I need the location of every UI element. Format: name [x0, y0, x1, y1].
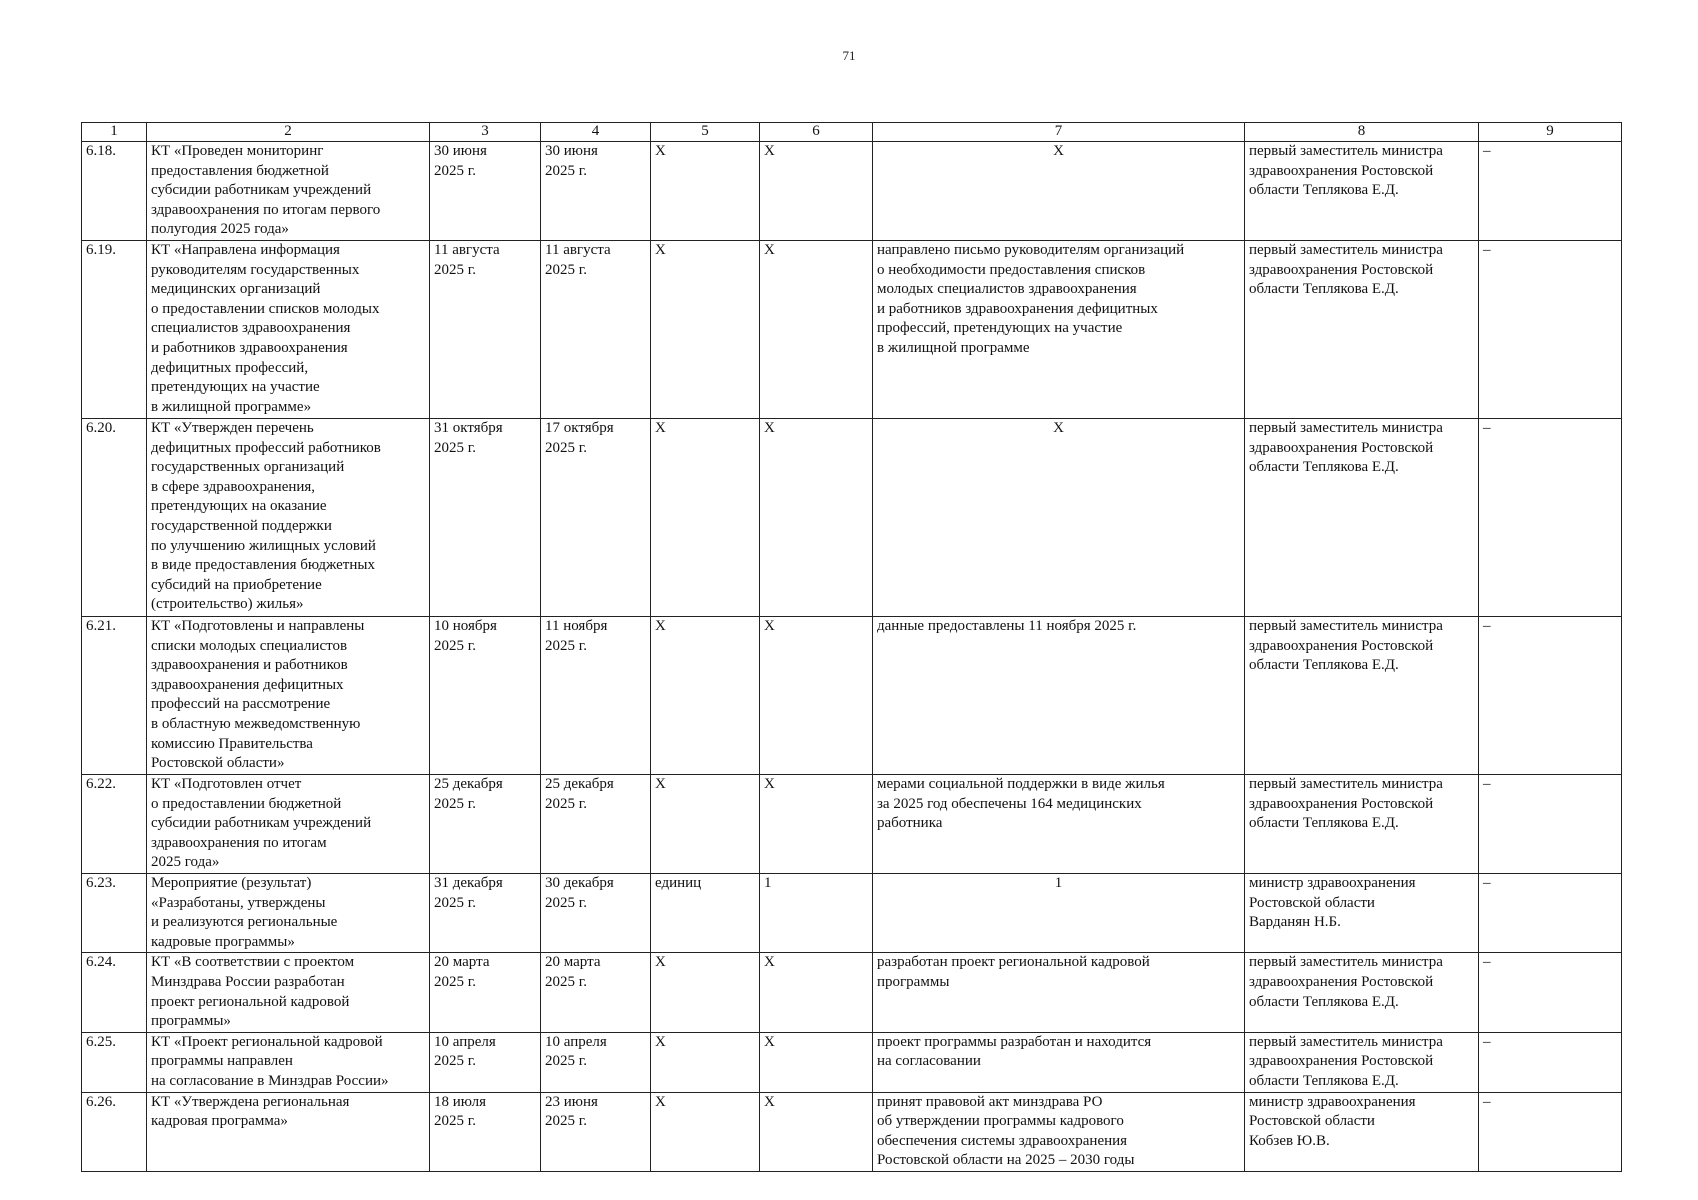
note-cell: –: [1479, 1092, 1622, 1171]
unit-cell: Х: [651, 953, 760, 1032]
col-header-5: 5: [651, 123, 760, 142]
report-table: [81, 122, 1622, 1172]
status-text: мерами социальной поддержки в виде жилья за 2025 год обеспечены 164 медицинских работника: [873, 775, 1245, 874]
value-cell: Х: [760, 241, 873, 419]
planned-date: 31 октября 2025 г.: [430, 419, 541, 617]
note-cell: –: [1479, 241, 1622, 419]
responsible-person: первый заместитель министра здравоохранения Ростовской области Теплякова Е.Д.: [1245, 617, 1479, 775]
note-cell: –: [1479, 142, 1622, 241]
task-name: КТ «Утвержден перечень дефицитных профессий работников государственных организаций в сфере здравоохранения, претендующих на оказание государственной поддержки по улучшению жилищных условий в виде предоставления бюджетных субсидий на приобретение (строительство) жилья»: [147, 419, 430, 617]
table-row: [82, 775, 1622, 874]
task-name: КТ «В соответствии с проектом Минздрава России разработан проект региональной кадровой программы»: [147, 953, 430, 1032]
actual-date: 20 марта 2025 г.: [541, 953, 651, 1032]
value-cell: Х: [760, 419, 873, 617]
value-cell: Х: [760, 617, 873, 775]
row-number: 6.18.: [82, 142, 147, 241]
status-text: данные предоставлены 11 ноября 2025 г.: [873, 617, 1245, 775]
unit-cell: Х: [651, 1092, 760, 1171]
col-header-1: 1: [82, 123, 147, 142]
col-header-9: 9: [1479, 123, 1622, 142]
col-header-3: 3: [430, 123, 541, 142]
col-header-2: 2: [147, 123, 430, 142]
responsible-person: министр здравоохранения Ростовской области Кобзев Ю.В.: [1245, 1092, 1479, 1171]
responsible-person: первый заместитель министра здравоохранения Ростовской области Теплякова Е.Д.: [1245, 241, 1479, 419]
actual-date: 17 октября 2025 г.: [541, 419, 651, 617]
table-row: [82, 1092, 1622, 1171]
status-text: принят правовой акт минздрава РО об утверждении программы кадрового обеспечения системы здравоохранения Ростовской области на 2025 – 2030 годы: [873, 1092, 1245, 1171]
col-header-6: 6: [760, 123, 873, 142]
value-cell: 1: [760, 874, 873, 953]
col-header-8: 8: [1245, 123, 1479, 142]
responsible-person: министр здравоохранения Ростовской области Варданян Н.Б.: [1245, 874, 1479, 953]
task-name: КТ «Подготовлены и направлены списки молодых специалистов здравоохранения и работников здравоохранения дефицитных профессий на рассмотрение в областную межведомственную комиссию Правительства Ростовской области»: [147, 617, 430, 775]
task-name: КТ «Утверждена региональная кадровая программа»: [147, 1092, 430, 1171]
actual-date: 11 августа 2025 г.: [541, 241, 651, 419]
table-row: [82, 241, 1622, 419]
table-row: [82, 617, 1622, 775]
status-text: направлено письмо руководителям организаций о необходимости предоставления списков молодых специалистов здравоохранения и работников здравоохранения дефицитных профессий, претендующих на участие в жилищной программе: [873, 241, 1245, 419]
note-cell: –: [1479, 617, 1622, 775]
status-text: проект программы разработан и находится на согласовании: [873, 1032, 1245, 1092]
actual-date: 10 апреля 2025 г.: [541, 1032, 651, 1092]
row-number: 6.21.: [82, 617, 147, 775]
note-cell: –: [1479, 953, 1622, 1032]
unit-cell: Х: [651, 1032, 760, 1092]
actual-date: 23 июня 2025 г.: [541, 1092, 651, 1171]
unit-cell: Х: [651, 775, 760, 874]
status-text: Х: [873, 142, 1245, 241]
responsible-person: первый заместитель министра здравоохранения Ростовской области Теплякова Е.Д.: [1245, 953, 1479, 1032]
actual-date: 11 ноября 2025 г.: [541, 617, 651, 775]
table-row: [82, 142, 1622, 241]
note-cell: –: [1479, 775, 1622, 874]
status-text: разработан проект региональной кадровой программы: [873, 953, 1245, 1032]
value-cell: Х: [760, 953, 873, 1032]
row-number: 6.24.: [82, 953, 147, 1032]
planned-date: 11 августа 2025 г.: [430, 241, 541, 419]
responsible-person: первый заместитель министра здравоохранения Ростовской области Теплякова Е.Д.: [1245, 142, 1479, 241]
value-cell: Х: [760, 1092, 873, 1171]
planned-date: 30 июня 2025 г.: [430, 142, 541, 241]
table-row: [82, 419, 1622, 617]
responsible-person: первый заместитель министра здравоохранения Ростовской области Теплякова Е.Д.: [1245, 775, 1479, 874]
note-cell: –: [1479, 1032, 1622, 1092]
row-number: 6.20.: [82, 419, 147, 617]
task-name: КТ «Направлена информация руководителям государственных медицинских организаций о предоставлении списков молодых специалистов здравоохранения и работников здравоохранения дефицитных профессий, претендующих на участие в жилищной программе»: [147, 241, 430, 419]
column-number-row: [82, 123, 1622, 142]
task-name: Мероприятие (результат) «Разработаны, утверждены и реализуются региональные кадровые программы»: [147, 874, 430, 953]
value-cell: Х: [760, 142, 873, 241]
unit-cell: единиц: [651, 874, 760, 953]
unit-cell: Х: [651, 241, 760, 419]
unit-cell: Х: [651, 617, 760, 775]
row-number: 6.25.: [82, 1032, 147, 1092]
task-name: КТ «Проект региональной кадровой программы направлен на согласование в Минздрав России»: [147, 1032, 430, 1092]
col-header-7: 7: [873, 123, 1245, 142]
planned-date: 10 апреля 2025 г.: [430, 1032, 541, 1092]
note-cell: –: [1479, 419, 1622, 617]
actual-date: 25 декабря 2025 г.: [541, 775, 651, 874]
planned-date: 25 декабря 2025 г.: [430, 775, 541, 874]
task-name: КТ «Проведен мониторинг предоставления бюджетной субсидии работникам учреждений здравоохранения по итогам первого полугодия 2025 года»: [147, 142, 430, 241]
page-number: 71: [842, 48, 856, 63]
row-number: 6.23.: [82, 874, 147, 953]
table-row: [82, 874, 1622, 953]
row-number: 6.26.: [82, 1092, 147, 1171]
planned-date: 10 ноября 2025 г.: [430, 617, 541, 775]
responsible-person: первый заместитель министра здравоохранения Ростовской области Теплякова Е.Д.: [1245, 419, 1479, 617]
unit-cell: Х: [651, 142, 760, 241]
status-text: 1: [873, 874, 1245, 953]
planned-date: 31 декабря 2025 г.: [430, 874, 541, 953]
actual-date: 30 декабря 2025 г.: [541, 874, 651, 953]
responsible-person: первый заместитель министра здравоохранения Ростовской области Теплякова Е.Д.: [1245, 1032, 1479, 1092]
table-row: [82, 1032, 1622, 1092]
value-cell: Х: [760, 775, 873, 874]
planned-date: 20 марта 2025 г.: [430, 953, 541, 1032]
note-cell: –: [1479, 874, 1622, 953]
col-header-4: 4: [541, 123, 651, 142]
status-text: Х: [873, 419, 1245, 617]
planned-date: 18 июля 2025 г.: [430, 1092, 541, 1171]
table-row: [82, 953, 1622, 1032]
task-name: КТ «Подготовлен отчет о предоставлении бюджетной субсидии работникам учреждений здравоохранения по итогам 2025 года»: [147, 775, 430, 874]
actual-date: 30 июня 2025 г.: [541, 142, 651, 241]
value-cell: Х: [760, 1032, 873, 1092]
row-number: 6.22.: [82, 775, 147, 874]
row-number: 6.19.: [82, 241, 147, 419]
unit-cell: Х: [651, 419, 760, 617]
